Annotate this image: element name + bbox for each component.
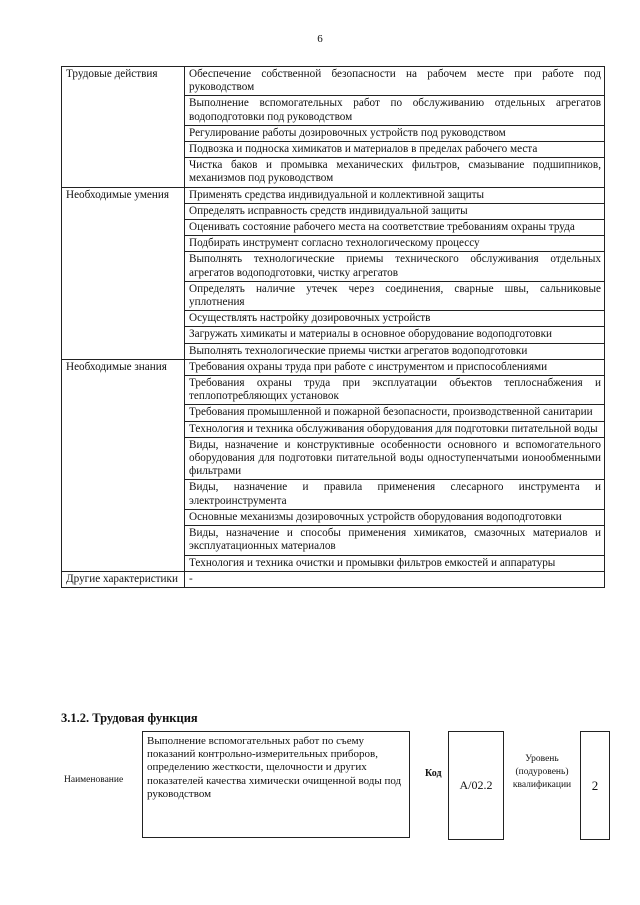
row-item: Виды, назначение и способы применения химикатов, смазочных материалов и эксплуатационных материалов [185,526,605,555]
table-row [62,125,605,141]
table-row [62,203,605,219]
row-label [62,125,185,141]
page-number: 6 [317,33,323,45]
row-item: Основные механизмы дозировочных устройств оборудования водоподготовки [185,509,605,525]
table-row [62,236,605,252]
row-item: Виды, назначение и конструктивные особенности основного и вспомогательного оборудования для подготовки питательной воды одноступенчатыми ионообменными фильтрами [185,437,605,480]
row-label [62,509,185,525]
table-row [62,555,605,571]
qualification-level-value: 2 [580,731,610,840]
row-item: Требования промышленной и пожарной безопасности, производственной санитарии [185,405,605,421]
table-row [62,376,605,405]
row-item: Подвозка и подноска химикатов и материалов в пределах рабочего места [185,142,605,158]
row-item: Выполнять технологические приемы технического обслуживания отдельных агрегатов водоподготовки, чистку агрегатов [185,252,605,281]
row-label [62,311,185,327]
table-row [62,571,605,587]
row-item: Обеспечение собственной безопасности на рабочем месте при работе под руководством [185,67,605,96]
table-row [62,509,605,525]
row-item: Осуществлять настройку дозировочных устройств [185,311,605,327]
labor-function-table [61,66,605,588]
row-label: Трудовые действия [62,67,185,96]
row-item: Применять средства индивидуальной и коллективной защиты [185,187,605,203]
row-label [62,281,185,310]
row-label [62,158,185,187]
row-label [62,327,185,343]
table-row [62,526,605,555]
table-row [62,343,605,359]
code-label: Код [425,768,442,779]
row-label [62,480,185,509]
row-item: Регулирование работы дозировочных устройств под руководством [185,125,605,141]
qualification-level-label: Уровень (подуровень) квалификации [512,754,572,790]
row-item: Требования охраны труда при эксплуатации объектов теплоснабжения и теплопотребляющих установок [185,376,605,405]
row-label [62,236,185,252]
row-item: Требования охраны труда при работе с инструментом и приспособлениями [185,359,605,375]
table-row [62,281,605,310]
table-row [62,187,605,203]
name-label: Наименование [64,775,124,785]
row-item: Виды, назначение и правила применения слесарного инструмента и электроинструмента [185,480,605,509]
table-row [62,142,605,158]
row-item: - [185,571,605,587]
row-label: Другие характеристики [62,571,185,587]
row-item: Загружать химикаты и материалы в основное оборудование водоподготовки [185,327,605,343]
row-label [62,142,185,158]
row-item: Выполнение вспомогательных работ по обслуживанию отдельных агрегатов водоподготовки под руководством [185,96,605,125]
row-item: Технология и техника обслуживания оборудования для подготовки питательной воды [185,421,605,437]
table-row [62,96,605,125]
row-item: Определять наличие утечек через соединения, сварные швы, сальниковые уплотнения [185,281,605,310]
row-label [62,405,185,421]
row-item: Выполнять технологические приемы чистки агрегатов водоподготовки [185,343,605,359]
table-row [62,67,605,96]
row-label [62,421,185,437]
row-label [62,343,185,359]
table-row [62,220,605,236]
table-row [62,158,605,187]
row-item: Определять исправность средств индивидуальной защиты [185,203,605,219]
table-row [62,421,605,437]
function-code: А/02.2 [448,731,504,840]
row-item: Технология и техника очистки и промывки фильтров емкостей и аппаратуры [185,555,605,571]
section-title: 3.1.2. Трудовая функция [61,711,198,725]
row-item: Подбирать инструмент согласно технологическому процессу [185,236,605,252]
table-row [62,437,605,480]
row-label [62,526,185,555]
row-item: Оценивать состояние рабочего места на соответствие требованиям охраны труда [185,220,605,236]
row-label [62,96,185,125]
table-row [62,480,605,509]
table-row [62,359,605,375]
table-row [62,327,605,343]
row-label: Необходимые умения [62,187,185,203]
function-description: Выполнение вспомогательных работ по съему показаний контрольно-измерительных приборов, определению жесткости, щелочности и других показателей качества химически очищенной воды под руководством [142,731,410,838]
row-label: Необходимые знания [62,359,185,375]
row-item: Чистка баков и промывка механических фильтров, смазывание подшипников, механизмов под руководством [185,158,605,187]
row-label [62,203,185,219]
row-label [62,555,185,571]
table-row [62,311,605,327]
row-label [62,437,185,480]
row-label [62,376,185,405]
row-label [62,252,185,281]
row-label [62,220,185,236]
table-row [62,405,605,421]
labor-function-block [64,731,609,841]
table-row [62,252,605,281]
